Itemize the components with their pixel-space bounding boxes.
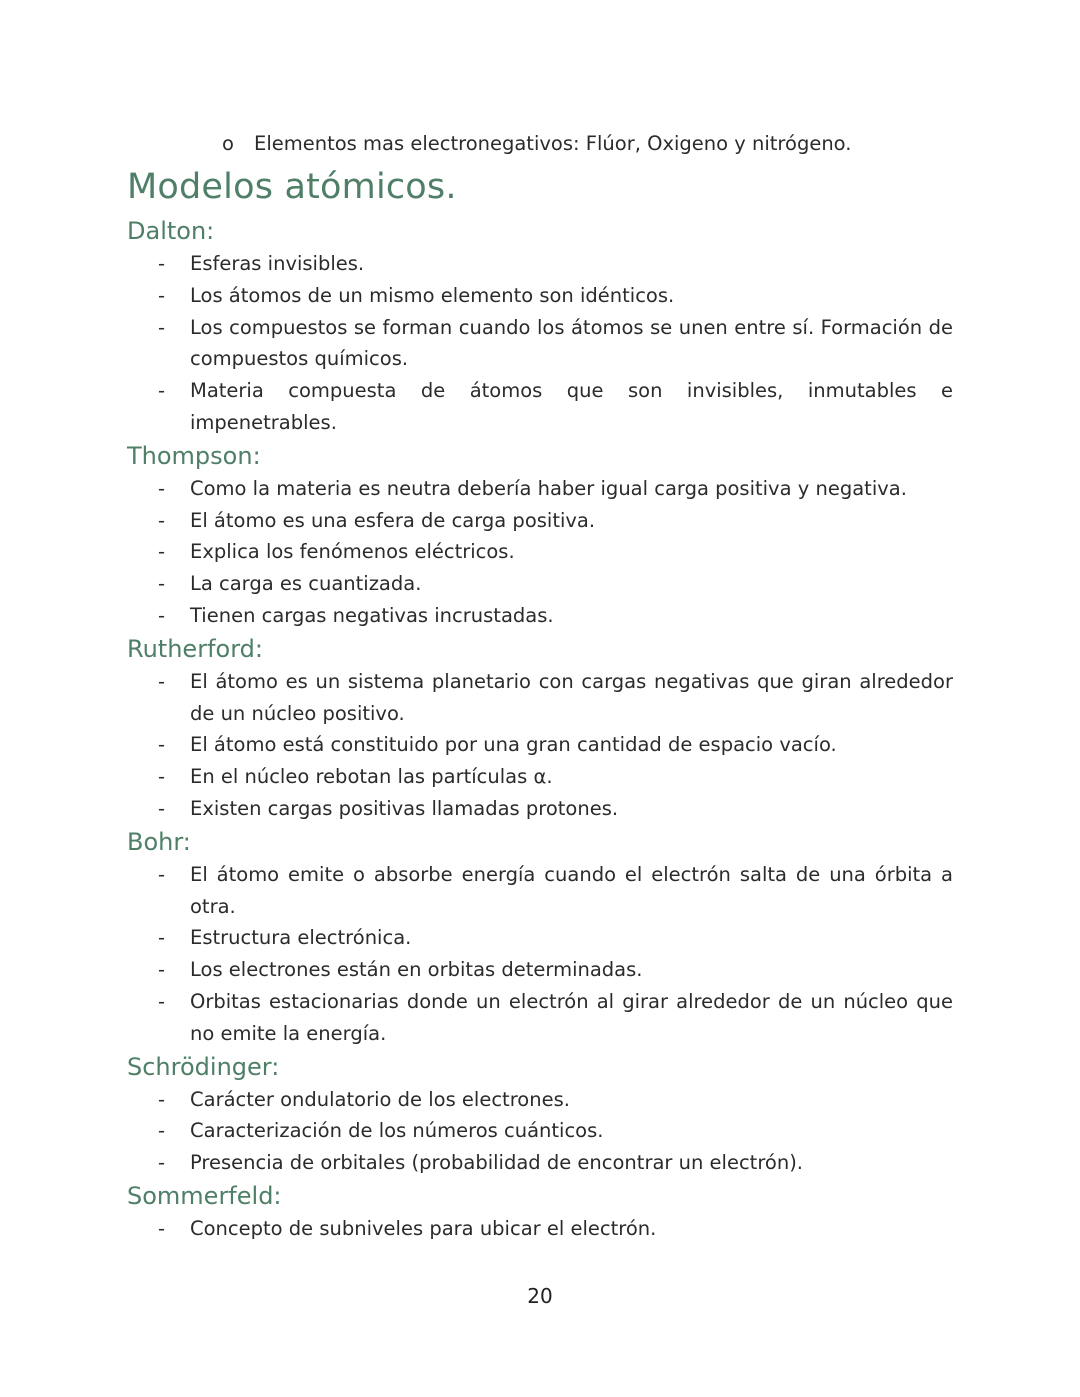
item-list xyxy=(127,473,953,632)
section-sommerfeld xyxy=(127,1179,953,1245)
item-text: La carga es cuantizada. xyxy=(190,572,422,596)
section-thompson xyxy=(127,439,953,632)
list-item xyxy=(127,248,953,280)
list-item xyxy=(127,568,953,600)
dash-bullet: - xyxy=(158,283,166,307)
item-text: Existen cargas positivas llamadas protones. xyxy=(190,796,619,820)
item-list xyxy=(127,248,953,439)
item-text: El átomo emite o absorbe energía cuando el electrón salta de una órbita a otra. xyxy=(190,862,953,918)
list-item xyxy=(127,473,953,505)
list-item xyxy=(127,986,953,1050)
item-text: Esferas invisibles. xyxy=(190,252,365,275)
section-bohr xyxy=(127,825,953,1050)
list-item xyxy=(127,1084,953,1116)
list-item xyxy=(127,729,953,761)
list-item xyxy=(127,280,953,312)
section-rutherford xyxy=(127,632,953,825)
item-text: Explica los fenómenos eléctricos. xyxy=(190,540,515,564)
item-text: Presencia de orbitales (probabilidad de encontrar un electrón). xyxy=(190,1151,804,1175)
item-text: El átomo es un sistema planetario con cargas negativas que giran alrededor de un núcleo positivo. xyxy=(190,669,953,725)
list-item xyxy=(127,761,953,793)
list-item xyxy=(127,1213,953,1245)
item-list xyxy=(127,859,953,1050)
list-item xyxy=(127,922,953,954)
dash-bullet: - xyxy=(158,572,166,596)
list-item xyxy=(127,666,953,730)
section-heading: Schrödinger: xyxy=(127,1052,280,1081)
dash-bullet: - xyxy=(158,862,166,886)
item-text: El átomo está constituido por una gran cantidad de espacio vacío. xyxy=(190,733,837,757)
list-item xyxy=(127,600,953,632)
list-item xyxy=(127,375,953,439)
item-text: El átomo es una esfera de carga positiva. xyxy=(190,508,596,532)
item-text: Orbitas estacionarias donde un electrón al girar alrededor de un núcleo que no emite la energía. xyxy=(190,989,953,1045)
dash-bullet: - xyxy=(158,315,166,339)
section-heading: Dalton: xyxy=(127,217,215,245)
dash-bullet: - xyxy=(158,252,166,275)
list-item xyxy=(127,1115,953,1147)
dash-bullet: - xyxy=(158,1216,166,1240)
section-heading: Bohr: xyxy=(127,827,191,856)
dash-bullet: - xyxy=(158,926,166,950)
item-text: Estructura electrónica. xyxy=(190,926,412,950)
item-list xyxy=(127,1084,953,1179)
previous-list-item xyxy=(222,128,851,160)
list-item xyxy=(127,312,953,376)
dash-bullet: - xyxy=(158,540,166,564)
list-item xyxy=(127,536,953,568)
item-list xyxy=(127,1213,953,1245)
dash-bullet: - xyxy=(158,1151,166,1175)
dash-bullet: - xyxy=(158,1119,166,1143)
item-text: Concepto de subniveles para ubicar el electrón. xyxy=(190,1216,657,1240)
dash-bullet: - xyxy=(158,669,166,693)
dash-bullet: - xyxy=(158,796,166,820)
list-item xyxy=(127,793,953,825)
dash-bullet: - xyxy=(158,508,166,532)
dash-bullet: - xyxy=(158,958,166,982)
dash-bullet: - xyxy=(158,989,166,1013)
dash-bullet: - xyxy=(158,733,166,757)
dash-bullet: - xyxy=(158,476,166,500)
item-text: Carácter ondulatorio de los electrones. xyxy=(190,1087,570,1111)
item-list xyxy=(127,666,953,825)
section-heading: Sommerfeld: xyxy=(127,1181,282,1210)
item-text: Materia compuesta de átomos que son invisibles, inmutables e impenetrables. xyxy=(190,379,953,434)
circle-bullet: o xyxy=(222,132,234,155)
list-item xyxy=(127,1147,953,1179)
section-schrodinger xyxy=(127,1050,953,1179)
models-content xyxy=(127,214,953,1245)
section-title: Modelos atómicos. xyxy=(127,167,457,207)
dash-bullet: - xyxy=(158,1087,166,1111)
dash-bullet: - xyxy=(158,765,166,789)
item-text: Tienen cargas negativas incrustadas. xyxy=(190,603,554,627)
dash-bullet: - xyxy=(158,379,166,403)
section-dalton xyxy=(127,214,953,439)
section-heading: Rutherford: xyxy=(127,634,263,663)
item-text: Los compuestos se forman cuando los átomos se unen entre sí. Formación de compuestos químicos. xyxy=(190,315,953,371)
list-item xyxy=(127,859,953,923)
section-heading: Thompson: xyxy=(127,441,261,470)
item-text: Los electrones están en orbitas determinadas. xyxy=(190,958,643,982)
page-number: 20 xyxy=(527,1284,553,1308)
item-text: En el núcleo rebotan las partículas α. xyxy=(190,765,553,789)
item-text: Los átomos de un mismo elemento son idénticos. xyxy=(190,283,675,307)
list-item xyxy=(127,505,953,537)
item-text: Caracterización de los números cuánticos. xyxy=(190,1119,604,1143)
item-text: Como la materia es neutra debería haber igual carga positiva y negativa. xyxy=(190,476,907,500)
dash-bullet: - xyxy=(158,603,166,627)
list-item xyxy=(127,954,953,986)
previous-item-text: Elementos mas electronegativos: Flúor, Oxigeno y nitrógeno. xyxy=(254,132,852,155)
